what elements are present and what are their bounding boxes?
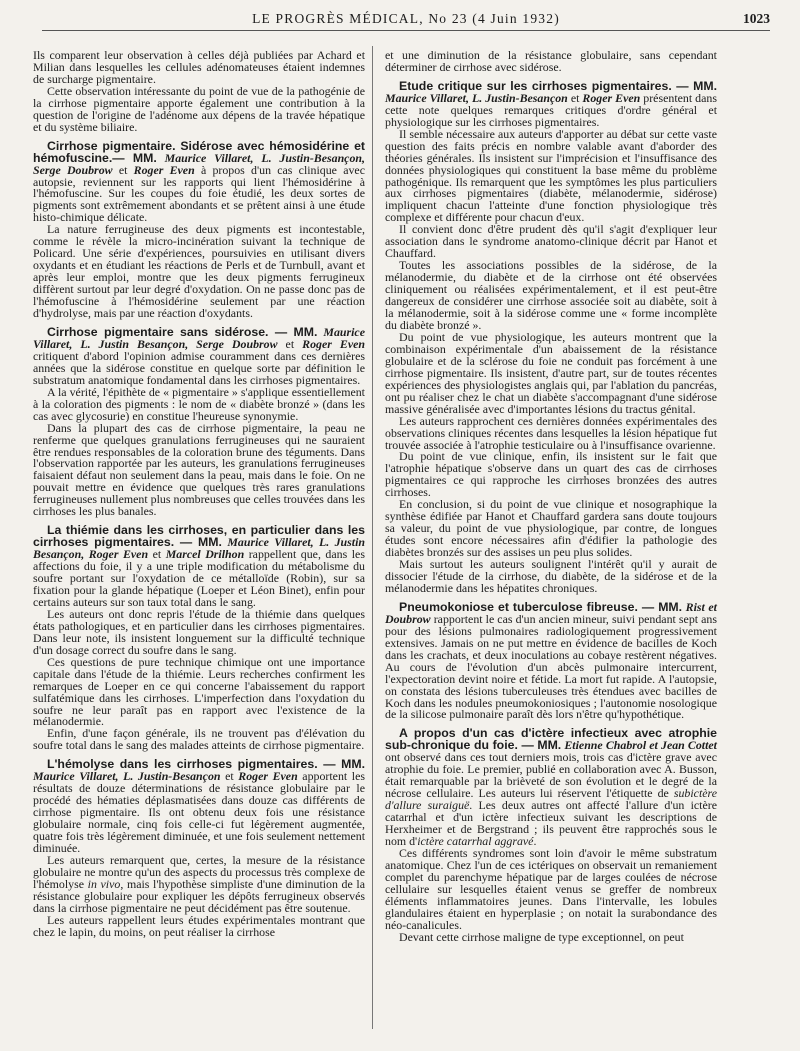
section-title: Etude critique sur les cirrhoses pigmentaires. — MM. xyxy=(399,78,717,93)
paragraph: Les auteurs remarquent que, certes, la mesure de la résistance globulaire ne montre qu'un des aspects du processus très complexe de l'hémolyse in vivo, mais l'hypothèse simpliste d'une diminution de la résistance globulaire pour expliquer les dépôts ferrugineux observés dans la cirrhose pigmentaire ne peut décidément pas être soutenue. xyxy=(33,852,365,915)
section-title: Cirrhose pigmentaire sans sidérose. — MM. xyxy=(47,324,318,339)
paragraph: Du point de vue physiologique, les auteurs montrent que la combinaison expérimentale d'un abaissement de la résistance globulaire et de la sclérose du foie ne conduit pas forcément à une cirrhose pigmentaire. Ils insistent, d'autre part, sur de toutes récentes expériences des physiologistes anglais qui, par l'ablation du pancréas, ont pu réaliser chez le chat un diabète s'accompagnant d'une sidérose massive généralisée avec d'importantes lésions du tractus génital. xyxy=(385,329,717,416)
paragraph: et une diminution de la résistance globulaire, sans cependant déterminer de cirrhose avec sidérose. xyxy=(385,48,717,74)
section-authors: Rist et Doubrow xyxy=(385,599,717,626)
section-authors: Maurice Villaret, L. Justin Besançon, Serge Doubrow xyxy=(33,324,365,351)
paragraph: Ces questions de pure technique chimique ont une importance capitale dans l'étude de la thiémie. Leurs recherches confirment les remarques de Loeper en ce qui concerne l'abaissement du rapport sulfatémique dans les cirrhoses. L'imperfection dans l'oxydation du soufre ne leur paraît pas en rapport avec l'existence de la mélanodermie. xyxy=(33,654,365,729)
paragraph: Cette observation intéressante du point de vue de la pathogénie de la cirrhose pigmentaire apporte également une contribution à la question de l'origine de l'adénome aux dépens de la travée hépatique et du système biliaire. xyxy=(33,83,365,134)
section-authors: Etienne Chabrol et Jean Cottet xyxy=(564,738,717,753)
paragraph: Devant cette cirrhose maligne de type exceptionnel, on peut xyxy=(399,929,684,944)
section-body: rappellent que, dans les affections du foie, il y a une triple modification du métabolisme du soufre portant sur l'oxydation de ce métalloïde (Robin), sur sa fixation pour la glande hépatique (Loeper et Léon Binet), enfin pour certains auteurs sur son taux total dans le sang. xyxy=(33,547,365,609)
section-pneumokoniose xyxy=(385,599,717,722)
section-hemolyse: L'hémolyse dans les cirrhoses pigmentaires. — MM. Maurice Villaret, L. Justin-Besançon et Roger Even apportent les résultats de douze déterminations de résistance globulaire par le procédé des hématies déplasmatisées dans douze cas différents de cirrhose pigmentaire. Ils ont obtenu deux fois une résistance globulaire normale, cinq fois celle-ci fut légèrement augmentée, quatre fois très légèrement diminuée, et une fois seulement nettement diminuée. xyxy=(33,757,365,855)
section-authors: Maurice Villaret, L. Justin-Besançon xyxy=(385,90,568,105)
section-thiemie: La thiémie dans les cirrhoses, en particulier dans les cirrhoses pigmentaires. — MM. Maurice Villaret, L. Justin Besançon, Roger Even et Marcel Drilhon rappellent que, dans les affections du foie, il y a une triple modification du métabolisme du soufre portant sur l'oxydation de ce métalloïde (Robin), sur sa fixation pour la glande hépatique (Loeper et Léon Binet), enfin pour certains auteurs sur son taux total dans le sang. xyxy=(33,523,365,609)
paragraph: Les auteurs rapprochent ces dernières données expérimentales des observations cliniques récentes dans lesquelles la lésion hépatique fut trouvée associée à l'atrophie testiculaire ou à l'insuffisance ovarienne. xyxy=(385,413,717,452)
paragraph: Enfin, d'une façon générale, ils ne trouvent pas d'élévation du soufre total dans le sang des malades atteints de cirrhose pigmentaire. xyxy=(33,726,365,753)
section-siderose-hemosiderine: Cirrhose pigmentaire. Sidérose avec hémosidérine et hémofuscine.— MM. Maurice Villaret, L. Justin-Besançon, Serge Doubrow et Roger Even à propos d'un cas clinique avec autopsie, reviennent sur les rapports qui lient l'hémosidérine à l'hémofuscine. Sur les coupes du foie étudié, les deux sortes de pigments sont extrêmement abondants et se prêtent ainsi à une étude histo-chimique délicate. xyxy=(33,138,365,225)
paragraph: Ils comparent leur observation à celles déjà publiées par Achard et Milian dans lesquelles les cellules adénomateuses étaient indemnes de surcharge pigmentaire. xyxy=(33,48,365,86)
section-authors: Maurice Villaret, L. Justin-Besançon xyxy=(33,769,221,784)
section-authors: Roger Even xyxy=(582,90,641,105)
section-title: L'hémolyse dans les cirrhoses pigmentaires. — MM. xyxy=(47,757,365,772)
paragraph: A la vérité, l'épithète de « pigmentaire » s'applique essentiellement à la coloration des pigments : le nom de « diabète bronzé » (dans les cas avec glycosurie) en constitue l'heureuse synonymie. xyxy=(33,384,365,423)
section-authors: Maurice Villaret, L. Justin Besançon, Roger Even xyxy=(33,535,365,562)
right-column xyxy=(385,50,717,944)
section-title: Cirrhose pigmentaire. Sidérose avec hémosidérine et hémofuscine.— MM. xyxy=(33,138,365,165)
paragraph: Dans la plupart des cas de cirrhose pigmentaire, la peau ne renferme que quelques granulations ferrugineuses qui ne sauraient être rendues responsables de la coloration brune des téguments. Dans l'observation rapportée par les auteurs, les granulations ferrugineuses faisaient défaut non seulement dans la peau, mais dans le foie. On ne pouvait mettre en évidence que quelques très rares granulations ferrugineuses nullement plus nombreuses que celles trouvées dans les cirrhoses les plus banales. xyxy=(33,420,365,519)
section-body: critiquent d'abord l'opinion admise couramment dans ces dernières années que la sidérose constitue en quelque sorte par définition le substratum anatomique fondamental dans les cirrhoses pigmentaires. xyxy=(33,348,365,387)
section-title: La thiémie dans les cirrhoses, en particulier dans les cirrhoses pigmentaires. — MM. xyxy=(33,523,365,550)
paragraph: La nature ferrugineuse des deux pigments est incontestable, comme le révèle la micro-incinération suivant la technique de Policard. Une série d'expériences, poursuivies en utilisant divers oxydants et en étudiant les réactions de Perls et de Turnbull, avant et après leur emploi, montre que les deux pigments ferrugineux diffèrent surtout par leur degré d'oxydation. On ne passe donc pas de l'hémofuscine à l'hémosidérine seulement par une réaction d'hydrolyse, mais par une réaction d'oxydants. xyxy=(33,222,365,321)
section-body: à propos d'un cas clinique avec autopsie, reviennent sur les rapports qui lient l'hémosidérine à l'hémofuscine. Sur les coupes du foie étudié, les deux sortes de pigments sont extrêmement abondants et se prêtent ainsi à une étude histo-chimique délicate. xyxy=(33,162,365,225)
section-body: ont observé dans ces tout derniers mois, trois cas d'ictère grave avec atrophie du foie. Le premier, publié en collaboration avec A. Busson, était remarquable par la brièveté de son évolution et le degré de la nécrose cellulaire. Les auteurs lui réservent l'étiquette de xyxy=(385,750,717,801)
header-rule xyxy=(42,30,770,31)
section-title: Pneumokoniose et tuberculose fibreuse. — MM. xyxy=(399,599,683,614)
section-ictere-infectieux: A propos d'un cas d'ictère infectieux avec atrophie sub-chronique du foie. — MM. Etienne Chabrol et Jean Cottet ont observé dans ces tout derniers mois, trois cas d'ictère grave avec atrophie du foie. Le premier, publié en collaboration avec A. Busson, était remarquable par la brièveté de son évolution et le degré de la nécrose cellulaire. Les auteurs lui réservent l'étiquette de subictère d'allure suraiguë. Les deux autres ont affecté l'allure d'un ictère catarrhal et d'un ictère infectieux suivant les descriptions de Herxheimer et de Bergstrand ; ils peuvent être rapprochés sous le nom d'ictère catarrhal aggravé. xyxy=(385,726,717,848)
section-etude-critique: Etude critique sur les cirrhoses pigmentaires. — MM. Maurice Villaret, L. Justin-Besançon et Roger Even présentent dans cette note quelques remarques critiques d'ordre général et physiologique sur les cirrhoses pigmentaires. xyxy=(385,78,717,129)
paragraph: Il convient donc d'être prudent dès qu'il s'agit d'expliquer leur association dans le syndrome anatomo-clinique décrit par Hanot et Chauffard. xyxy=(385,222,717,261)
paragraph: Toutes les associations possibles de la sidérose, de la mélanodermie, du diabète et de la cirrhose ont été observées cliniquement ou réalisées expérimentalement, et il est peut-être dangereux de considérer une cirrhose associée soit au diabète, soit à la mélanodermie, soit à la sidérose comme une « forme incomplète du diabète bronzé ». xyxy=(385,258,717,332)
section-title: A propos d'un cas d'ictère infectieux avec atrophie sub-chronique du foie. — MM. xyxy=(385,726,717,753)
section-body: présentent dans cette note quelques remarques critiques d'ordre général et physiologique sur les cirrhoses pigmentaires. xyxy=(385,90,717,129)
column-divider xyxy=(372,46,373,1029)
section-sans-siderose: Cirrhose pigmentaire sans sidérose. — MM. Maurice Villaret, L. Justin Besançon, Serge Doubrow et Roger Even critiquent d'abord l'opinion admise couramment dans ces dernières années que la sidérose constitue en quelque sorte par définition le substratum anatomique fondamental dans les cirrhoses pigmentaires. xyxy=(33,324,365,387)
page-number: 1023 xyxy=(743,11,770,26)
section-authors: Roger Even xyxy=(133,162,195,177)
running-title: LE PROGRÈS MÉDICAL, No 23 (4 Juin 1932) xyxy=(252,11,560,26)
paragraph: Il semble nécessaire aux auteurs d'apporter au débat sur cette vaste question des faits précis en nombre valable avant d'aborder des théories générales. Ils insistent sur l'imprécision et l'insuffisance des données physiologiques qui constituent la base même du problème pathogénique. Ils remarquent que les symptômes les plus particuliers aux cirrhoses pigmentaires (diabète, mélanodermie, sidérose) impliquent chacun l'atteinte d'une fonction physiologique très complexe et différente pour chacun d'eux. xyxy=(385,126,717,225)
section-authors: Marcel Drilhon xyxy=(165,547,245,562)
paragraph: Les auteurs rappellent leurs études expérimentales montrant que chez le lapin, du moins, on peut réaliser la cirrhose xyxy=(33,912,365,939)
paragraph: Mais surtout les auteurs soulignent l'intérêt qu'il y aurait de dissocier l'étude de la cirrhose, du diabète, de la sidérose et de la mélanodermie dans les hépatites chroniques. xyxy=(385,557,717,595)
paragraph: En conclusion, si du point de vue clinique et nosographique la synthèse édifiée par Hanot et Chauffard gardera sans doute toujours sa valeur, du point de vue physiologique, par contre, de longues études sont encore nécessaires afin d'édifier la pathologie des diabètes bronzés sur des assises un peu plus solides. xyxy=(385,497,717,560)
section-body: rapportent le cas d'un ancien mineur, suivi pendant sept ans pour des lésions pulmonaires radiologiquement progressivement extensives. Jamais on ne put mettre en évidence de bacilles de Koch dans les crachats, et deux inoculations au cobaye restèrent négatives. Au cours de l'évolution d'un abcès pulmonaire intercurrent, l'expectoration devint noire et fétide. La mort fut rapide. A l'autopsie, on constata des lésions tuberculeuses très étendues avec bacilles de Koch dans les nodules pneumokoniosiques ; l'autonomie nosologique de la silicose pulmonaire paraît dès lors n'être qu'hypothétique. xyxy=(385,611,717,722)
section-authors: Maurice Villaret, L. Justin-Besançon, Serge Doubrow xyxy=(33,150,365,177)
paragraph: Du point de vue clinique, enfin, ils insistent sur le fait que l'atrophie hépatique s'observe dans un quart des cas de cirrhoses pigmentaires ce qui rapproche les cirrhoses bronzées des autres cirrhoses. xyxy=(385,449,717,500)
left-column xyxy=(33,50,365,939)
section-authors: Roger Even xyxy=(302,336,365,351)
paragraph: Ces différents syndromes sont loin d'avoir le même substratum anatomique. Chez l'un de ces ictériques on observait un remaniement complet du parenchyme hépatique par de larges coulées de nécrose cellulaire sur lesquelles étaient venus se greffer de nombreux éléments inflammatoires jeunes. Dans l'intervalle, les lobules glandulaires étaient en hyperplasie ; on notait la surabondance des néo-canalicules. xyxy=(385,845,717,932)
section-body: apportent les résultats de douze déterminations de résistance globulaire par le procédé des hématies déplasmatisées dans douze cas différents de cirrhose pigmentaire. Ils ont obtenu deux fois une résistance globulaire normale, cinq fois celle-ci fut légèrement augmentée, quatre fois très légèrement diminuée, et une fois seulement nettement diminuée. xyxy=(33,769,365,855)
section-authors: Roger Even xyxy=(238,769,298,784)
paragraph: Les auteurs ont donc repris l'étude de la thiémie dans quelques états pathologiques, et en particulier dans les cirrhoses pigmentaires. Dans leur note, ils insistent longuement sur la difficulté technique d'un dosage correct du soufre dans le sang. xyxy=(33,606,365,657)
